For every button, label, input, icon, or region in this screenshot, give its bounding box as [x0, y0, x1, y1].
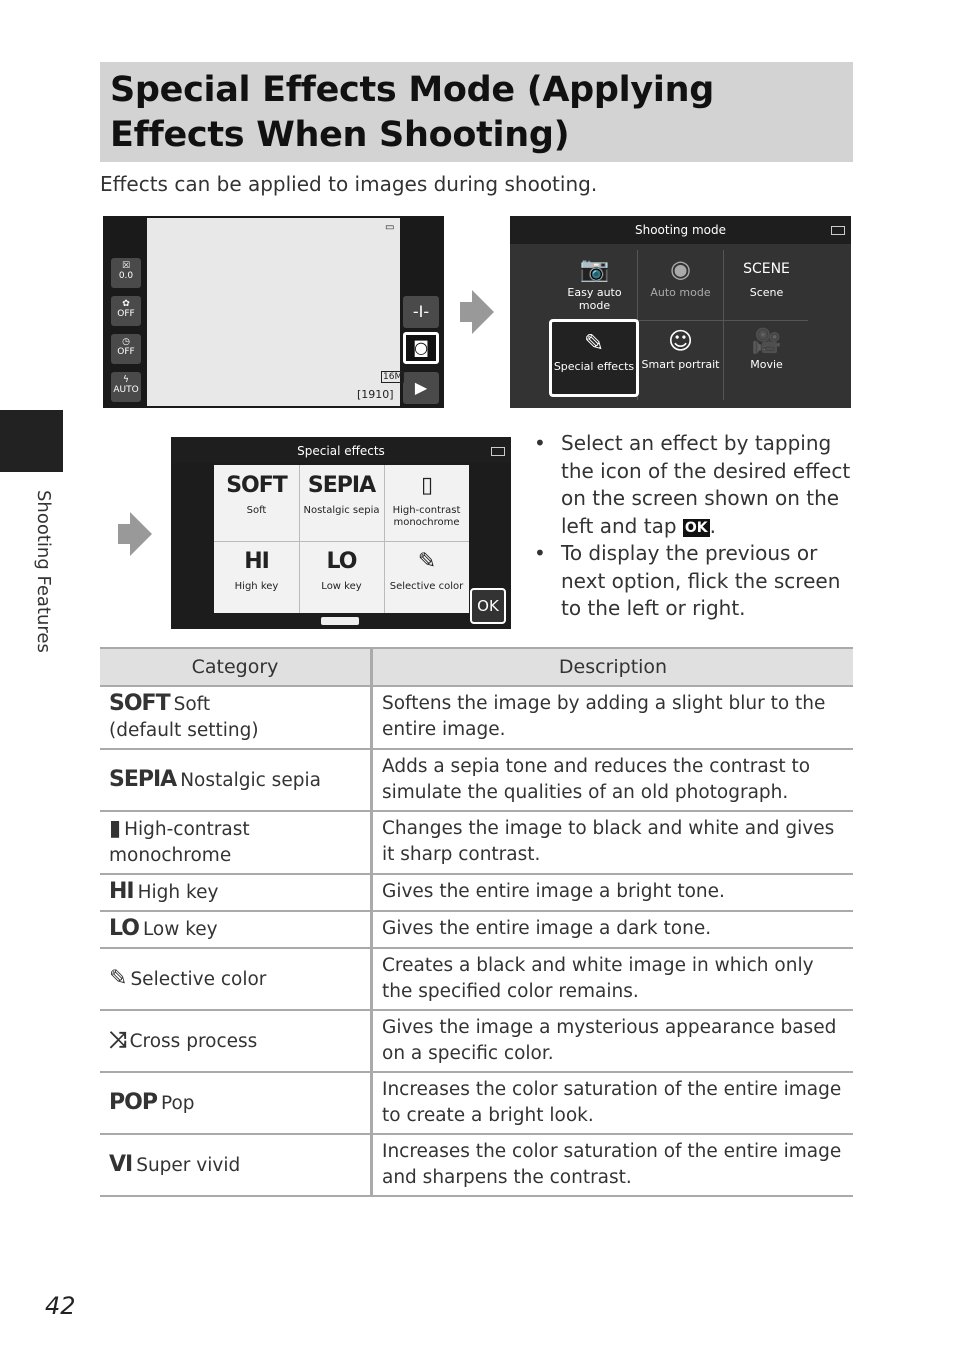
page-number: 42: [45, 1292, 76, 1320]
battery-icon: [491, 447, 505, 456]
instruction-item: • To display the previous or next option, flick the screen to the left or right.: [530, 540, 855, 623]
effect-selective-color[interactable]: ✎ Selective color: [389, 549, 464, 592]
column-header-category: Category: [100, 648, 372, 686]
smile-icon: ☺: [667, 327, 694, 355]
low-key-icon: LO: [109, 916, 139, 941]
scene-icon: SCENE: [743, 261, 790, 277]
section-label: Shooting Features: [33, 490, 54, 653]
effect-low-key[interactable]: LO Low key: [321, 549, 362, 592]
effects-grid: [214, 465, 469, 613]
instruction-item: • Select an effect by tapping the icon of the desired effect on the screen shown on the left and tap OK .: [530, 430, 855, 540]
effect-soft[interactable]: SOFT Soft: [226, 473, 287, 516]
battery-icon: [831, 226, 845, 235]
screen-header: Special effects: [171, 437, 511, 463]
effects-table: [100, 647, 853, 1197]
pop-icon: POP: [109, 1089, 157, 1115]
page-title: Special Effects Mode (Applying Effects When Shooting): [110, 70, 714, 155]
ok-icon: OK: [684, 519, 708, 536]
special-effects-icon: ✎: [583, 329, 605, 357]
high-key-icon: HI: [109, 879, 134, 904]
shooting-mode-menu-screen: [510, 216, 851, 408]
table-row: POP Pop Increases the color saturation of the entire image to create a bright look.: [100, 1072, 853, 1134]
intro-text: Effects can be applied to images during shooting.: [100, 172, 598, 196]
mode-easy-auto[interactable]: 📷 Easy auto mode: [552, 248, 637, 318]
exposure-button[interactable]: ☒ 0.0: [111, 258, 141, 288]
remaining-count: [1910]: [357, 388, 394, 401]
flash-button[interactable]: ϟ AUTO: [111, 372, 141, 402]
battery-icon: ▭: [385, 222, 395, 233]
monochrome-icon: ▮: [109, 816, 121, 841]
table-row: SOFT Soft (default setting) Softens the image by adding a slight blur to the entire image.: [100, 686, 853, 749]
title-bar: [100, 62, 853, 162]
self-timer-button[interactable]: ◷ OFF: [111, 334, 141, 364]
viewfinder: [147, 218, 400, 406]
selective-color-icon: ✎: [109, 965, 127, 991]
shooting-mode-button[interactable]: ◙: [403, 332, 439, 364]
special-effects-screen: [171, 437, 511, 629]
effect-nostalgic-sepia[interactable]: SEPIA Nostalgic sepia: [303, 473, 380, 516]
camera-screen-shooting: [103, 216, 444, 408]
soft-icon: SOFT: [109, 691, 170, 716]
table-row: ▮ High-contrast monochrome Changes the image to black and white and gives it sharp contrast.: [100, 811, 853, 874]
table-row: ⤨ Cross process Gives the image a mysterious appearance based on a specific color.: [100, 1010, 853, 1072]
zoom-icon[interactable]: -I-: [403, 296, 439, 328]
table-row: SEPIA Nostalgic sepia Adds a sepia tone and reduces the contrast to simulate the qualities of an old photograph.: [100, 749, 853, 811]
mode-scene[interactable]: SCENE Scene: [724, 248, 809, 318]
playback-button[interactable]: ▶: [403, 372, 439, 404]
table-row: ✎ Selective color Creates a black and white image in which only the specified color remains.: [100, 948, 853, 1010]
super-vivid-icon: VI: [109, 1151, 133, 1177]
mode-movie[interactable]: 🎥 Movie: [724, 320, 809, 390]
camera-icon: ◉: [670, 255, 691, 283]
effect-high-key[interactable]: HI High key: [234, 549, 279, 592]
mode-auto[interactable]: ◉ Auto mode: [638, 248, 723, 318]
image-size-badge: 16M: [383, 372, 403, 382]
movie-camera-icon: 🎥: [751, 327, 782, 355]
easy-auto-camera-icon: 📷: [579, 255, 610, 283]
cross-process-icon: ⤨: [109, 1027, 126, 1053]
table-row: HI High key Gives the entire image a bright tone.: [100, 874, 853, 911]
mode-smart-portrait[interactable]: ☺ Smart portrait: [638, 320, 723, 390]
arrow-right-icon: [472, 290, 494, 334]
section-tab: [0, 410, 63, 472]
arrow-right-icon: [130, 512, 152, 556]
instruction-list: [530, 430, 855, 623]
table-row: LO Low key Gives the entire image a dark tone.: [100, 911, 853, 948]
page-indicator: [321, 617, 359, 625]
table-header-row: [100, 648, 853, 686]
effect-high-contrast-monochrome[interactable]: ▯ High-contrast monochrome: [392, 473, 461, 528]
mode-special-effects[interactable]: ✎ Special effects: [549, 319, 639, 397]
column-header-description: Description: [372, 648, 854, 686]
table-row: VI Super vivid Increases the color saturation of the entire image and sharpens the contrast.: [100, 1134, 853, 1196]
ok-button[interactable]: OK: [470, 588, 506, 624]
macro-button[interactable]: ✿ OFF: [111, 296, 141, 326]
screen-header: Shooting mode: [510, 216, 851, 244]
sepia-icon: SEPIA: [109, 766, 177, 792]
